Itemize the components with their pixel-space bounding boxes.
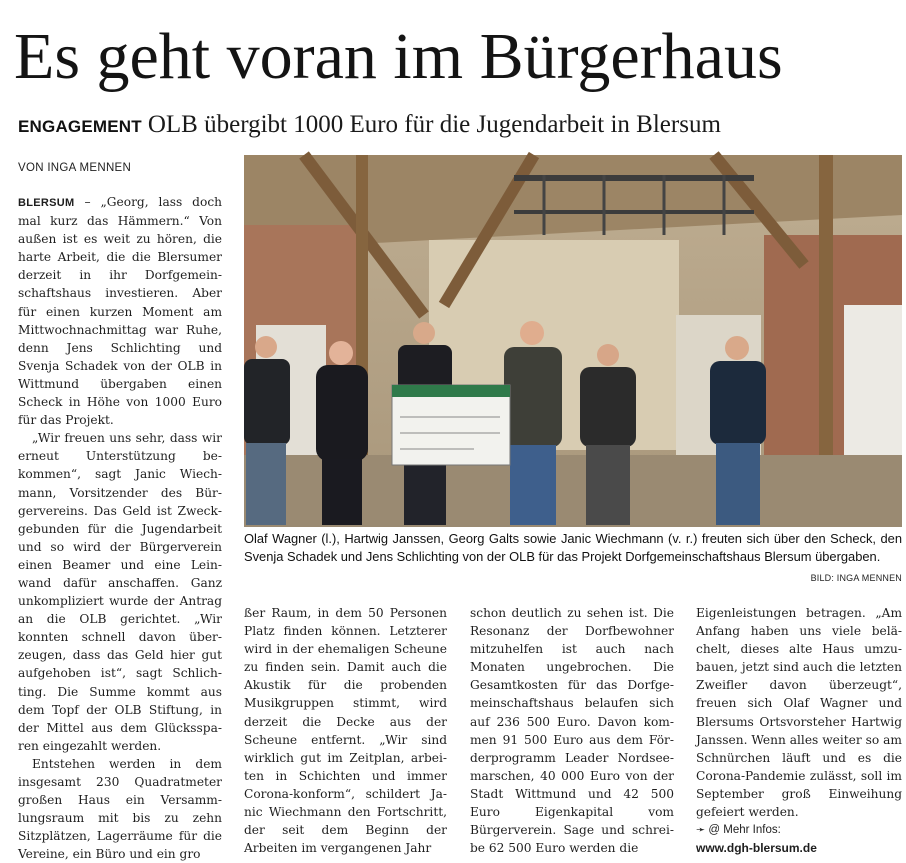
article-column-1 xyxy=(18,193,222,862)
more-info-label: @ Mehr Infos: xyxy=(708,824,781,837)
dateline: BLERSUM xyxy=(18,197,75,209)
cheque xyxy=(392,385,510,465)
more-info xyxy=(696,821,902,858)
headline: Es geht voran im Bürgerhaus xyxy=(14,20,783,93)
subtitle: OLB übergibt 1000 Euro für die Jugendarbeit in Blersum xyxy=(147,111,721,138)
paragraph xyxy=(18,193,222,429)
paragraph: „Wir freuen uns sehr, dass wir erneut Unterstützung bekommen“, sagt Janic Wiechmann, Vorsitzender des Bürgervereins. Das Geld ist Zweckgebunden für die Jugendarbeit und so wird der Bürgerverein einen Beamer und eine Leinwand dafür anschaffen. Ganz unkompliziert wurde der Antrag an die OLB gerichtet. „Wir konnten schnell davon überzeugen, dass das Geld hier gut aufgehoben ist“, sagt Schlichting. Die Summe kommt aus dem Topf der OLB Stiftung, in der Mittel aus dem Glückssparen eingezahlt werden. xyxy=(18,431,222,753)
article-column-4 xyxy=(696,604,902,854)
kicker: ENGAGEMENT xyxy=(18,117,142,136)
article-photo xyxy=(244,155,902,527)
paragraph: Entstehen werden in dem insgesamt 230 Quadratmeter großen Haus ein Versammlungsraum mit bis zu zehn Sitzplätzen, Lagerräume für die Vereine, ein Büro und ein gro xyxy=(18,756,222,862)
photo-caption: Olaf Wagner (l.), Hartwig Janssen, Georg Galts sowie Janic Wiechmann (v. r.) freuten sich über den Scheck, den Svenja Schadek und Jens Schlichting von der OLB für das Projekt Dorfgemeinschaftshaus Blersum übergaben. xyxy=(244,531,902,564)
arrow-right-icon: ➛ xyxy=(696,824,706,837)
person-svenja-schadek xyxy=(316,341,368,525)
paragraph-text: – „Georg, lass doch mal kurz das Hämmern.“ Von außen ist es weit zu hören, die harte Arbeit, die die Blersumer derzeit in ihr Dorfgemeinschaftshaus investieren. Aber für einen kurzen Moment am Mittwochnachmittag war Ruhe, denn Jens Schlichting und Svenja Schadek von der OLB in Wittmund übergaben einen Scheck in Höhe von 1000 Euro für das Projekt. xyxy=(18,195,222,428)
person-janic-wiechmann xyxy=(244,336,290,525)
article-column-3 xyxy=(470,604,674,854)
paragraph: Eigenleistungen betragen. „Am Anfang haben uns viele belächelt, dieses alte Haus umzubauen, jetzt sind auch die letzten Zweifler davon überzeugt“, freuen sich Olaf Wagner und Blersums Ortsvorsteher Hartwig Janssen. Wenn alles weiter so am Schnürchen läuft und es die Corona-Pandemie zulässt, soll im September groß Einweihung gefeiert werden. xyxy=(696,606,902,820)
photo-illustration xyxy=(244,155,902,527)
person-hartwig-janssen xyxy=(580,344,636,525)
paragraph: ßer Raum, in dem 50 Personen Platz finden können. Letzterer wird in der ehemaligen Scheune zu finden sein. Damit auch die Akustik für die probenden Musikgruppen stimmt, wird derzeit die Decke aus der Scheune entfernt. „Wir sind wirklich gut im Zeitplan, arbeiten in Schichten und immer Corona-konform“, schildert Janic Wiechmann den Fortschritt, der seit dem Beginn der Arbeiten im vergangenen Jahr xyxy=(244,606,447,856)
paragraph: schon deutlich zu sehen ist. Die Resonanz der Dorfbewohner mitzuhelfen ist auch nach Monaten ungebrochen. Die Gesamtkosten für das Dorfgemeinschaftshaus belaufen sich auf 236 500 Euro. Davon kommen 91 500 Euro aus dem Förderprogramm Leader Nordseemarschen, 40 000 Euro von der Stadt Wittmund und 42 500 Euro Eigenkapital vom Bürgerverein. Sage und schreibe 62 500 Euro werden die xyxy=(470,606,674,856)
subheadline xyxy=(18,110,898,142)
website-link[interactable]: www.dgh-blersum.de xyxy=(696,841,817,856)
photo-credit: BILD: INGA MENNEN xyxy=(810,573,902,583)
article-column-2 xyxy=(244,604,447,854)
person-georg-galts xyxy=(504,321,562,525)
byline: VON INGA MENNEN xyxy=(18,162,132,174)
person-olaf-wagner xyxy=(710,336,766,525)
